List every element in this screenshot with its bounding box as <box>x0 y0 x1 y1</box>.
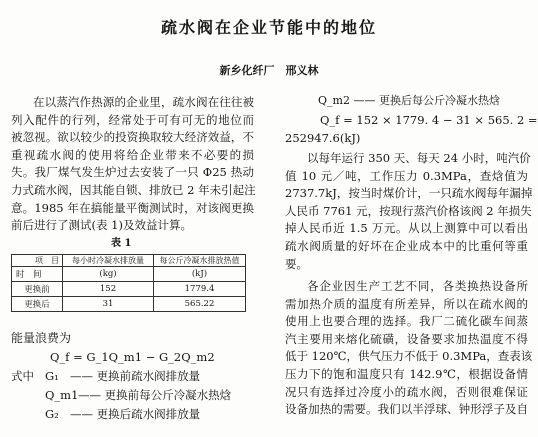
table-unit-row <box>12 267 246 282</box>
text-line: 2737.7kJ，按当时煤价计，一只疏水阀每年漏掉 <box>285 186 533 201</box>
text-line: 被忽视。欲以较少的投资换取较大经济效益，不 <box>11 130 254 145</box>
text-line: 以每年运行 350 天、每天 24 小时，吨汽价 <box>307 151 531 165</box>
text-line: 人民币 7761 元，按现行蒸汽价格该阀 2 年损失 <box>285 203 532 218</box>
where-symbol: G₁ <box>45 369 59 383</box>
text-line: 重视疏水阀的使用将给企业带来不必要的损 <box>11 147 254 162</box>
text-line: 疏水阀质量的好坏在企业成本中的比重何等重 <box>285 238 528 253</box>
energy-heading: 能量浪费为 <box>11 331 72 345</box>
where-description: —— 更换前每公斤冷凝水热焓 <box>78 388 232 402</box>
where-symbol: Q_m1 <box>45 388 79 402</box>
left-paragraph <box>11 94 254 235</box>
data-table <box>11 254 246 312</box>
text-line: 低于 120℃，供气压力不低于 0.3MPa，查表该 <box>285 349 533 364</box>
text-line: 前后进行了测试(表 1)及效益计算。 <box>11 218 192 233</box>
text-line: 各企业因生产工艺不同，各类换热设备所 <box>307 279 528 293</box>
calculation-result: 252947.6(kJ) <box>285 131 361 145</box>
text-line: 需加热介质的温度有所差异，所以在疏水阀的 <box>285 296 528 311</box>
row-value-2: 565.22 <box>154 297 246 312</box>
text-line: 设备加热的需要。我们以半浮球、钟形浮子及自 <box>285 402 528 417</box>
table-row <box>12 297 246 312</box>
table-corner-header <box>12 255 63 267</box>
col1-unit: (kg) <box>63 267 154 282</box>
col1-header: 每小时冷凝水排放量 <box>63 255 154 267</box>
where-item-qm2: Q_m2 —— 更换后每公斤冷凝水热焓 <box>318 94 500 107</box>
text-line: 值 10 元／吨，工作压力 0.3MPa，查焓值为 <box>285 168 528 183</box>
text-line: 掉人民币近 1.5 万元。从以上测算中可以看出 <box>285 221 528 236</box>
table-header-row <box>12 255 246 267</box>
text-line: 压力下的饱和温度只有 142.9℃，根据设备情 <box>285 366 528 381</box>
col2-unit: (kJ) <box>154 267 246 282</box>
right-paragraph-2 <box>285 278 533 419</box>
col2-header: 每公斤冷凝水排放热值 <box>154 255 246 267</box>
where-symbol: G₂ <box>45 407 59 421</box>
text-line: 列入配件的行列，经常处于可有可无的地位而 <box>11 112 254 127</box>
row-value-1: 152 <box>63 282 154 297</box>
text-line: 使用上也要合理的选择。我厂二硫化碳车间蒸 <box>285 314 528 329</box>
table-row <box>12 282 246 297</box>
text-line: 况只有选择过冷度小的疏水阀，否则很难保证 <box>285 384 528 399</box>
row-label: 更换前 <box>12 282 63 297</box>
text-line: 在以蒸汽作热源的企业里，疏水阀在往往被 <box>33 95 254 109</box>
text-line: 意。1985 年在搞能量平衡测试时，对该阀更换 <box>11 200 254 215</box>
table-caption: 表 1 <box>111 238 132 249</box>
corner-bottom-label: 时 间 <box>16 270 42 280</box>
text-line: 要。 <box>285 256 308 271</box>
text-line: 力式疏水阀，因其能自锁、排放已 2 年未引起注 <box>11 182 256 197</box>
author-line: 新乡化纤厂 邢义林 <box>219 64 319 77</box>
row-value-2: 1779.4 <box>154 282 246 297</box>
where-label: 式中 <box>11 369 34 383</box>
table-corner-bottom <box>12 267 63 282</box>
right-paragraph-1 <box>285 150 533 273</box>
row-label: 更换后 <box>12 297 63 312</box>
where-description: —— 更换前疏水阀排放量 <box>70 369 201 383</box>
formula: Q_f = G_1Q_m1 − G_2Q_m2 <box>50 350 215 364</box>
where-description: —— 更换后疏水阀排放量 <box>70 407 201 421</box>
article-title: 疏水阀在企业节能中的地位 <box>160 18 377 37</box>
corner-top-label: 项 目 <box>35 256 59 265</box>
calculation-line: Q_f = 152 × 1779. 4 − 31 × 565. 2 = <box>320 113 538 127</box>
row-value-1: 31 <box>63 297 154 312</box>
text-line: 失。我厂煤气发生炉过去安装了一只 Φ25 热动 <box>11 165 254 180</box>
text-line: 汽主要用来熔化硫磺，设备要求加热温度不得 <box>285 331 528 346</box>
